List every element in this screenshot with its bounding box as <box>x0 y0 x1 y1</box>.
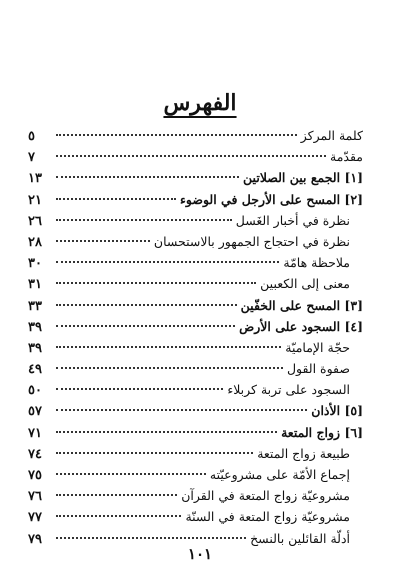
table-of-contents <box>28 125 363 549</box>
toc-entry-page-number: ٢٦ <box>28 213 42 229</box>
toc-entry-page-number: ٥ <box>28 129 35 144</box>
toc-entry-title: السجود على تربة كربلاء <box>227 382 350 398</box>
toc-entry-title: [٢] المسح على الأرجل في الوضوء <box>180 191 363 207</box>
toc-entry-title: كلمة المركز <box>300 128 363 143</box>
toc-entry-page-number: ٣٠ <box>28 256 42 272</box>
dot-leader <box>56 409 307 411</box>
dot-leader <box>56 261 279 263</box>
dot-leader <box>56 367 283 369</box>
toc-entry-title: أدلّة القائلين بالنسخ <box>250 530 350 546</box>
toc-entry <box>28 146 363 167</box>
page-number: ١٠١ <box>187 545 213 563</box>
toc-entry-page-number: ٧٧ <box>28 510 42 526</box>
dot-leader <box>56 388 223 390</box>
dot-leader <box>56 155 326 157</box>
toc-entry-title: ملاحظة هامّة <box>283 255 350 271</box>
toc-entry-page-number: ٧ <box>28 150 35 166</box>
dot-leader <box>56 325 235 327</box>
toc-entry-page-number: ٧١ <box>28 425 42 441</box>
dot-leader <box>56 494 177 496</box>
toc-entry-title: نظرة في أخبار الغَسل <box>235 212 350 228</box>
toc-entry-page-number: ٤٩ <box>28 362 42 378</box>
toc-entry <box>28 485 363 506</box>
toc-entry <box>28 400 363 421</box>
dot-leader <box>56 176 239 178</box>
toc-entry-title: [٣] المسح على الخفّين <box>240 297 363 313</box>
toc-entry-page-number: ٥٠ <box>28 383 42 399</box>
dot-leader <box>56 473 206 475</box>
toc-entry-title: مشروعيّة زواج المتعة في القرآن <box>181 488 350 504</box>
toc-entry <box>28 252 363 273</box>
toc-entry <box>28 231 363 252</box>
dot-leader <box>56 537 246 539</box>
dot-leader <box>56 431 277 433</box>
toc-entry-title: طبيعة زواج المتعة <box>257 445 350 461</box>
dot-leader <box>56 304 237 306</box>
toc-entry-title: مقدّمة <box>330 149 363 165</box>
toc-entry-page-number: ٧٦ <box>28 489 42 505</box>
page-title: الفهرس <box>163 90 237 116</box>
toc-entry-page-number: ٧٩ <box>28 531 42 547</box>
toc-entry-page-number: ٧٥ <box>28 468 42 483</box>
toc-entry-title: [١] الجمع بين الصلاتين <box>243 170 363 186</box>
dot-leader <box>56 134 297 136</box>
dot-leader <box>56 452 253 454</box>
toc-entry <box>28 379 363 400</box>
toc-entry-page-number: ١٣ <box>28 171 42 187</box>
toc-entry-page-number: ٣٩ <box>28 340 42 356</box>
toc-entry-title: إجماع الأمّة على مشروعيّته <box>209 467 350 482</box>
toc-entry <box>28 210 363 231</box>
toc-entry <box>28 422 363 443</box>
toc-entry <box>28 189 363 210</box>
toc-entry-title: صفوة القول <box>286 361 350 377</box>
toc-entry <box>28 295 363 316</box>
toc-entry-title: نظرة في احتجاج الجمهور بالاستحسان <box>153 233 350 249</box>
dot-leader <box>56 282 256 284</box>
toc-entry <box>28 358 363 379</box>
toc-entry-page-number: ٢٨ <box>28 234 42 250</box>
toc-entry <box>28 443 363 464</box>
toc-entry <box>28 167 363 188</box>
toc-entry-title: [٤] السجود على الأرض <box>239 318 363 334</box>
toc-entry-page-number: ٧٤ <box>28 446 42 462</box>
toc-entry-title: [٥] الأذان <box>311 403 363 419</box>
toc-entry-page-number: ٣٣ <box>28 298 42 314</box>
toc-entry-title: حجّة الإماميّة <box>285 339 350 355</box>
toc-entry <box>28 125 363 146</box>
toc-entry <box>28 337 363 358</box>
dot-leader <box>56 515 181 517</box>
dot-leader <box>56 198 176 200</box>
dot-leader <box>56 240 150 242</box>
dot-leader <box>56 346 281 348</box>
dot-leader <box>56 219 232 221</box>
toc-entry-page-number: ٣١ <box>28 277 42 293</box>
toc-entry <box>28 506 363 527</box>
toc-entry-page-number: ٥٧ <box>28 404 42 420</box>
toc-entry-page-number: ٢١ <box>28 192 42 208</box>
toc-entry <box>28 464 363 485</box>
toc-entry-title: مشروعيّة زواج المتعة في السنّة <box>185 509 350 525</box>
toc-entry-title: [٦] زواج المتعة <box>281 424 363 440</box>
toc-entry-page-number: ٣٩ <box>28 319 42 335</box>
toc-entry <box>28 273 363 294</box>
toc-entry-title: معنى إلى الكعبين <box>260 276 350 292</box>
toc-entry <box>28 316 363 337</box>
